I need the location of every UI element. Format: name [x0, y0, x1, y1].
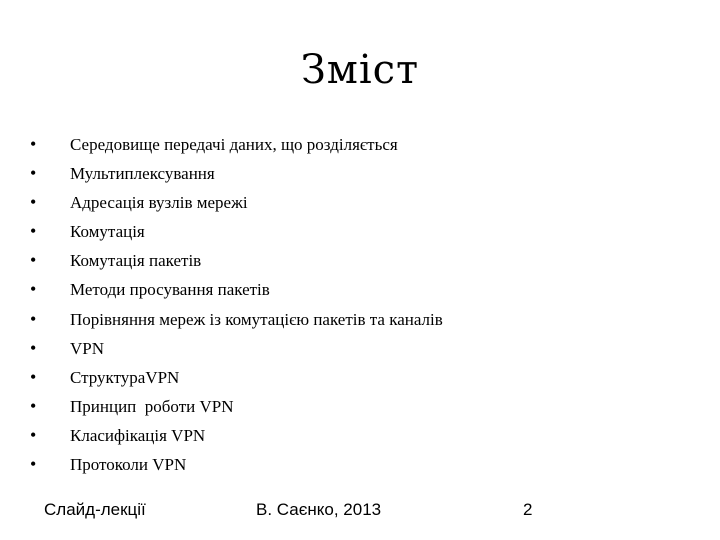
- list-item-text: Класифікація VPN: [70, 425, 206, 445]
- list-item-text: СтруктураVPN: [70, 367, 180, 387]
- list-item-text: Адресація вузлів мережі: [70, 193, 248, 213]
- list-item-text: Порівняння мереж із комутацією пакетів та каналів: [70, 309, 443, 329]
- bullet-icon: •: [30, 192, 37, 213]
- list-item-text: Комутація: [70, 222, 145, 242]
- bullet-icon: •: [30, 454, 37, 475]
- list-item-text: Мультиплексування: [70, 164, 215, 184]
- page-number: 2: [523, 500, 533, 519]
- bullet-icon: •: [30, 163, 37, 184]
- bullet-icon: •: [30, 250, 37, 271]
- list-item-text: Методи просування пакетів: [70, 280, 270, 300]
- list-item-text: Принцип роботи VPN: [70, 396, 234, 416]
- footer-course-label: Слайд-лекції: [44, 500, 146, 519]
- bullet-icon: •: [30, 308, 37, 329]
- bullet-icon: •: [30, 221, 37, 242]
- bullet-icon: •: [30, 366, 37, 387]
- bullet-icon: •: [30, 279, 37, 300]
- bullet-icon: •: [30, 395, 37, 416]
- slide-title: Зміст: [300, 47, 420, 93]
- footer-author: В. Саєнко, 2013: [256, 500, 382, 519]
- list-item-text: VPN: [70, 338, 105, 358]
- bullet-icon: •: [30, 337, 37, 358]
- list-item-text: Середовище передачі даних, що розділяється: [70, 135, 398, 154]
- list-item-text: Протоколи VPN: [70, 455, 187, 475]
- bullet-icon: •: [30, 424, 37, 445]
- list-item-text: Комутація пакетів: [70, 251, 202, 271]
- bullet-icon: •: [30, 134, 37, 154]
